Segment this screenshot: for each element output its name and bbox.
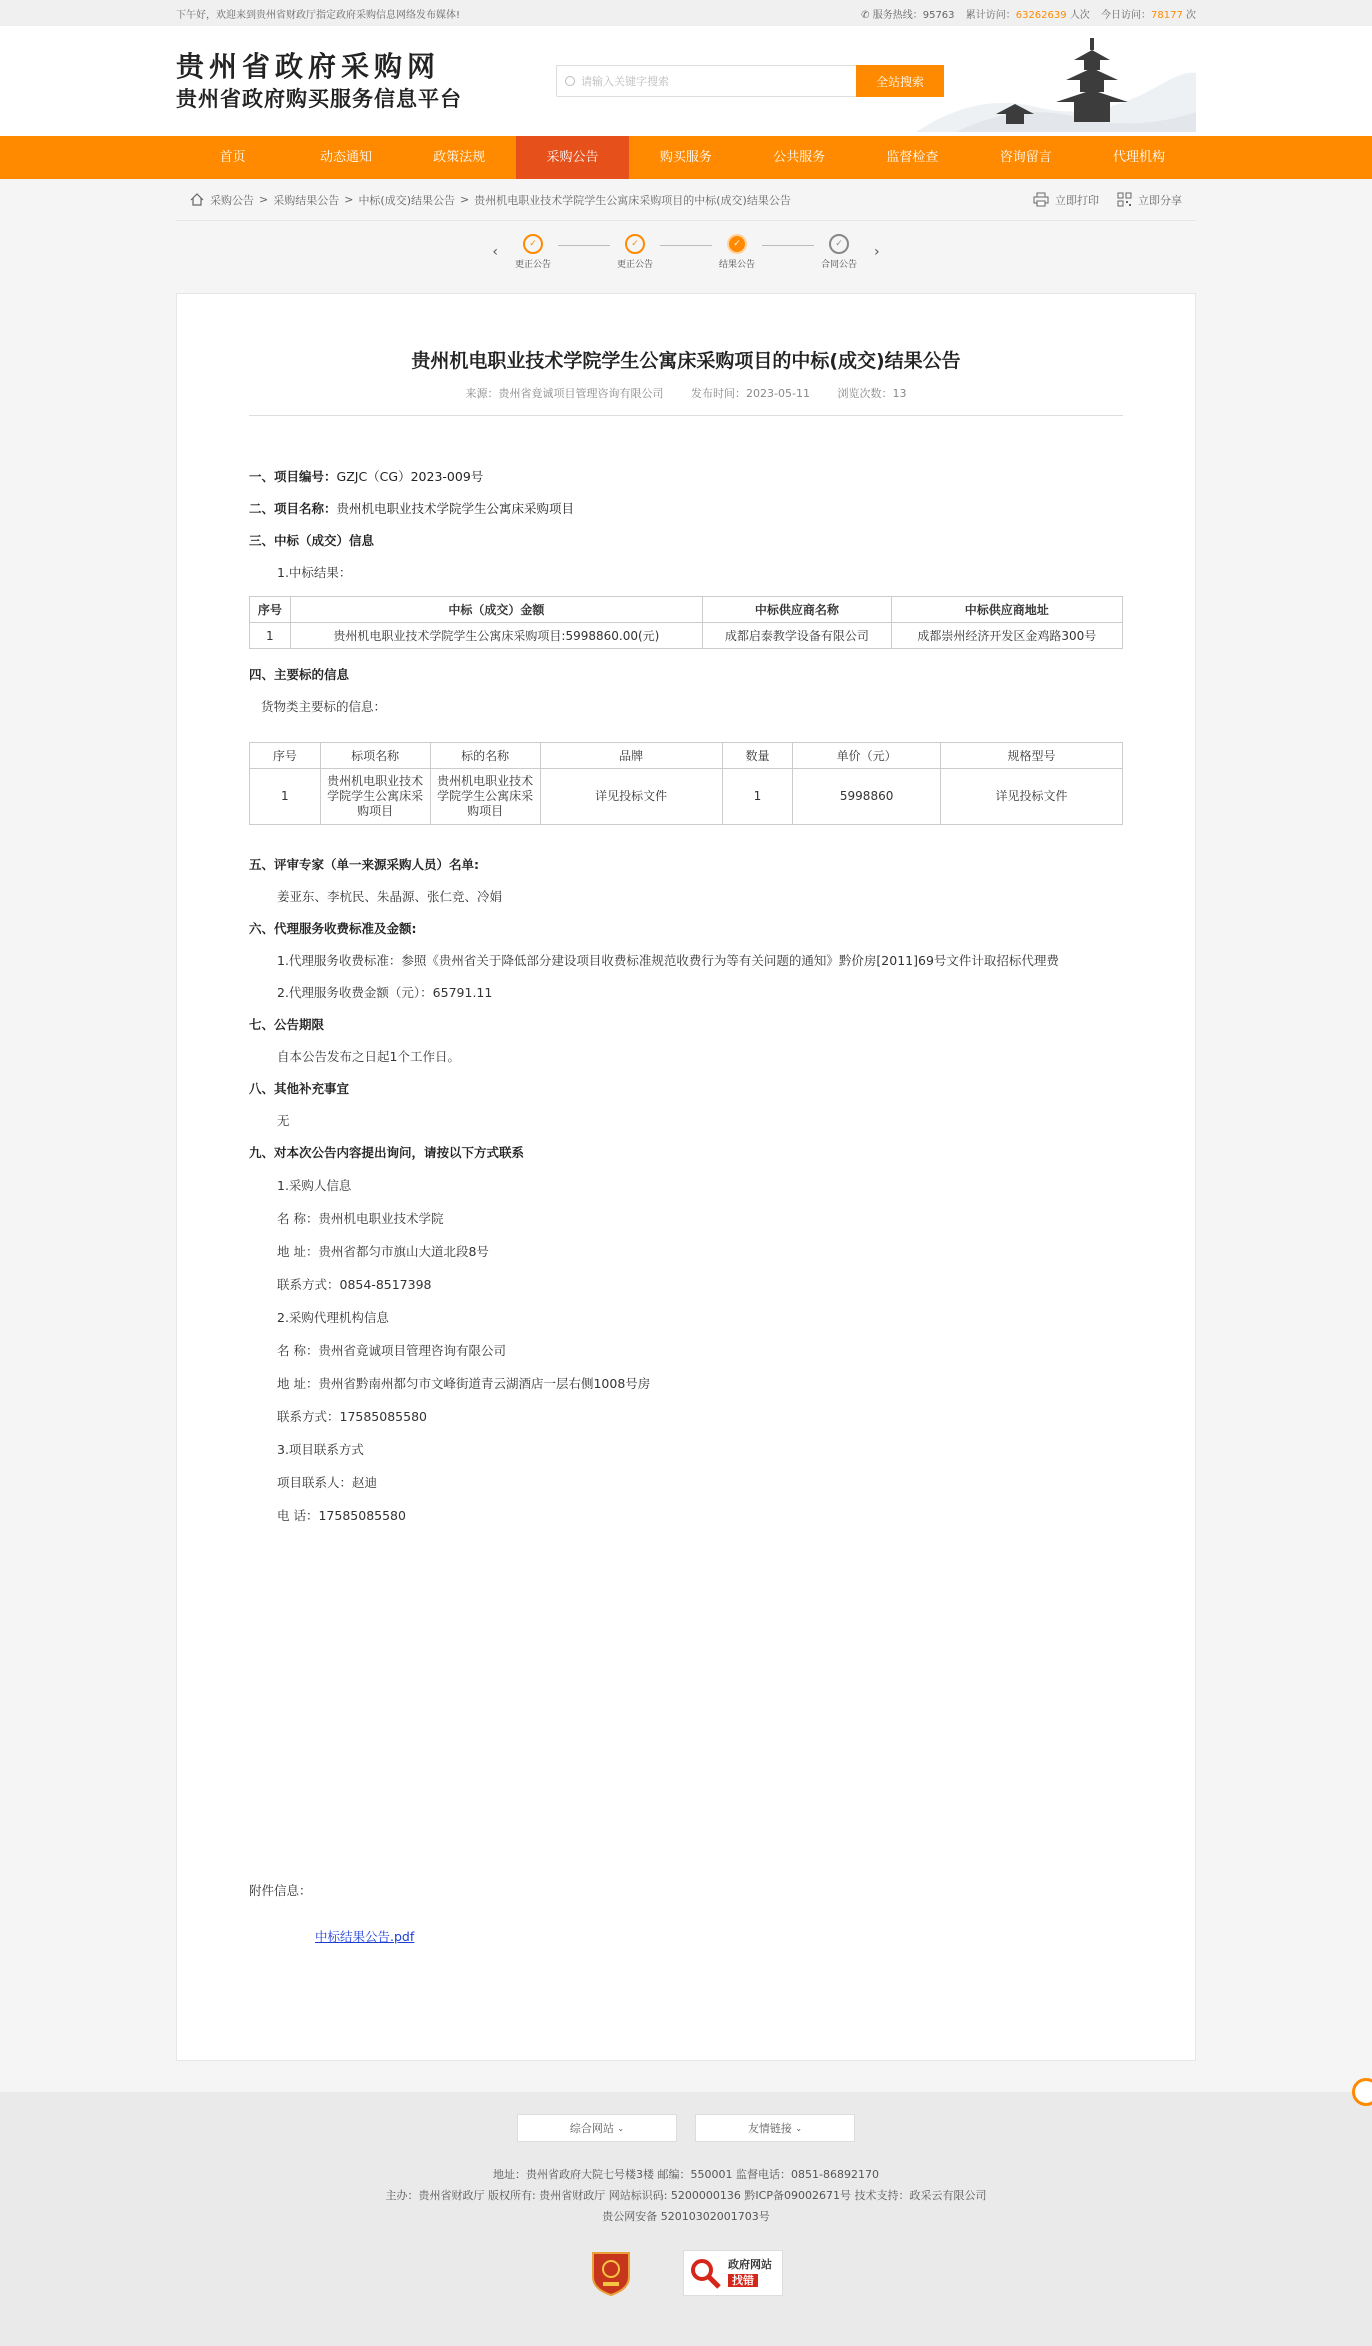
floating-service-icon[interactable] [1352, 2078, 1372, 2106]
contact-line: 2.采购代理机构信息 [277, 1310, 389, 1325]
table-cell: 成都崇州经济开发区金鸡路300号 [891, 623, 1122, 649]
footer-info [0, 2164, 1372, 2227]
article-meta [249, 385, 1123, 416]
contact-line: 地 址：贵州省黔南州都匀市文峰街道青云湖酒店一层右侧1008号房 [277, 1376, 651, 1391]
printer-icon [1033, 192, 1049, 207]
nav-item[interactable]: 首页 [219, 150, 246, 165]
table-cell: 贵州机电职业技术学院学生公寓床采购项目:5998860.00(元) [290, 623, 702, 649]
fee-amount: 2.代理服务收费金额（元）：65791.11 [277, 985, 493, 1000]
table-cell: 1 [250, 769, 321, 825]
table-header: 中标（成交）金额 [290, 597, 702, 623]
nav-item[interactable]: 政策法规 [433, 150, 486, 165]
table-header: 中标供应商名称 [703, 597, 891, 623]
visit-stats [853, 6, 1196, 21]
contact-line: 1.采购人信息 [277, 1178, 352, 1193]
breadcrumb-item-4: 贵州机电职业技术学院学生公寓床采购项目的中标(成交)结果公告 [474, 193, 791, 207]
contact-line: 地 址：贵州省都匀市旗山大道北段8号 [277, 1244, 489, 1259]
step-2[interactable]: ✓ 更正公告 [610, 234, 660, 270]
site-subtitle: 贵州省政府购买服务信息平台 [176, 87, 462, 111]
check-icon: ✓ [829, 234, 849, 254]
section-8: 八、其他补充事宜 [249, 1081, 350, 1096]
table-cell: 1 [250, 623, 291, 649]
total-visits: 累计访问：63262639 人次 [965, 9, 1090, 21]
breadcrumb: 采购公告 > 采购结果公告 > 中标(成交)结果公告 > 贵州机电职业技术学院学生公寓床采购项目的中标(成交)结果公告 [190, 192, 791, 208]
chevron-down-icon: ⌄ [617, 2123, 625, 2133]
section-3: 三、中标（成交）信息 [249, 533, 375, 548]
table-header: 中标供应商地址 [891, 597, 1122, 623]
table-header: 数量 [722, 743, 793, 769]
article-views: 浏览次数：13 [837, 387, 907, 400]
breadcrumb-item-3[interactable]: 中标(成交)结果公告 [358, 193, 456, 207]
breadcrumb-item-2[interactable]: 采购结果公告 [273, 193, 340, 207]
table-header: 规格型号 [941, 743, 1123, 769]
footer-sponsor: 主办：贵州省财政厅 版权所有: 贵州省财政厅 网站标识码: 5200000136 黔ICP备09002671号 技术支持：政采云有限公司 [385, 2189, 987, 2202]
table-header: 品牌 [540, 743, 722, 769]
other-matters: 无 [277, 1113, 290, 1128]
header [0, 26, 1372, 136]
today-visits: 今日访问：78177 次 [1101, 9, 1196, 21]
section-1: 一、项目编号：GZJC（CG）2023-009号 [249, 469, 484, 484]
check-icon: ✓ [523, 234, 543, 254]
pagoda-illustration-icon [916, 32, 1196, 132]
gov-site-error-report[interactable]: 政府网站 找错 [683, 2250, 783, 2296]
notice-timeline [176, 221, 1196, 283]
site-title: 贵州省政府采购网 [176, 50, 441, 83]
section-4: 四、主要标的信息 [249, 667, 350, 682]
print-button[interactable]: 立即打印 [1033, 192, 1099, 208]
search-icon [565, 76, 575, 86]
fee-standard: 1.代理服务收费标准：参照《贵州省关于降低部分建设项目收费标准规范收费行为等有关问题的通知》黔价房[2011]69号文件计取招标代理费 [277, 953, 1059, 968]
section-5: 五、评审专家（单一来源采购人员）名单: [249, 857, 479, 872]
contact-line: 联系方式：0854-8517398 [277, 1277, 432, 1292]
table-header: 单价（元） [793, 743, 941, 769]
table-header: 序号 [250, 743, 321, 769]
nav-item[interactable]: 购买服务 [659, 150, 712, 165]
main-nav [0, 136, 1372, 179]
friendly-links-select[interactable]: 友情链接 ⌄ [695, 2114, 855, 2142]
step-connector [660, 245, 712, 246]
section-4-sub: 货物类主要标的信息： [261, 699, 387, 714]
attachments-label: 附件信息： [249, 1883, 312, 1898]
footer-police-record[interactable]: 贵公网安备 52010302001703号 [602, 2210, 770, 2223]
section-9: 九、对本次公告内容提出询问，请按以下方式联系 [249, 1145, 525, 1160]
footer-address: 地址：贵州省政府大院七号楼3楼 邮编：550001 监督电话：0851-86892170 [493, 2168, 879, 2181]
chevron-down-icon: ⌄ [795, 2123, 803, 2133]
welcome-text: 下午好，欢迎来到贵州省财政厅指定政府采购信息网络发布媒体! [176, 9, 461, 21]
comprehensive-sites-select[interactable]: 综合网站 ⌄ [517, 2114, 677, 2142]
step-3[interactable]: ✓ 结果公告 [712, 234, 762, 270]
qrcode-icon [1117, 192, 1132, 207]
table-cell: 贵州机电职业技术学院学生公寓床采购项目 [430, 769, 540, 825]
notice-period: 自本公告发布之日起1个工作日。 [277, 1049, 460, 1064]
search-bar [556, 65, 944, 97]
attachments [249, 1881, 414, 1945]
home-icon[interactable] [190, 193, 204, 206]
article-source: 来源：贵州省竟诚项目管理咨询有限公司 [465, 387, 664, 400]
section-2: 二、项目名称：贵州机电职业技术学院学生公寓床采购项目 [249, 501, 575, 516]
step-4[interactable]: ✓ 合同公告 [814, 234, 864, 270]
site-logo[interactable] [176, 49, 556, 113]
article-content [249, 416, 1123, 1525]
table-cell: 贵州机电职业技术学院学生公寓床采购项目 [320, 769, 430, 825]
table-cell: 成都启泰教学设备有限公司 [703, 623, 891, 649]
article-date: 发布时间：2023-05-11 [691, 387, 810, 400]
nav-item[interactable]: 代理机构 [1113, 150, 1166, 165]
contact-line: 联系方式：17585085580 [277, 1409, 427, 1424]
experts-list: 姜亚东、李杭民、朱晶源、张仁竞、冷娟 [277, 889, 503, 904]
section-7: 七、公告期限 [249, 1017, 325, 1032]
contact-line: 项目联系人：赵迪 [277, 1475, 378, 1490]
contact-line: 3.项目联系方式 [277, 1442, 364, 1457]
table-cell: 详见投标文件 [941, 769, 1123, 825]
top-bar [0, 0, 1372, 26]
hotline: ✆ 服务热线：95763 [861, 9, 955, 21]
table-header: 标的名称 [430, 743, 540, 769]
nav-item[interactable]: 咨询留言 [999, 150, 1052, 165]
article-title: 贵州机电职业技术学院学生公寓床采购项目的中标(成交)结果公告 [411, 350, 961, 372]
nav-item[interactable]: 采购公告 [516, 136, 629, 179]
items-table [249, 742, 1123, 825]
step-1[interactable]: ✓ 更正公告 [508, 234, 558, 270]
section-3-sub: 1.中标结果： [277, 565, 352, 580]
table-cell: 1 [722, 769, 793, 825]
breadcrumb-row [176, 179, 1196, 221]
breadcrumb-item-1[interactable]: 采购公告 [210, 193, 254, 207]
step-connector [558, 245, 610, 246]
search-button[interactable]: 全站搜索 [856, 65, 944, 97]
contact-line: 名 称：贵州机电职业技术学院 [277, 1211, 444, 1226]
table-row [250, 769, 1123, 825]
table-cell: 详见投标文件 [540, 769, 722, 825]
footer [0, 2092, 1372, 2346]
attachment-link[interactable]: 中标结果公告.pdf [315, 1929, 415, 1944]
chevron-right-icon[interactable]: › [874, 244, 880, 260]
section-6: 六、代理服务收费标准及金额: [249, 921, 417, 936]
party-emblem-icon[interactable] [589, 2249, 633, 2297]
article-card [176, 293, 1196, 2061]
share-button[interactable]: 立即分享 [1117, 192, 1182, 208]
check-icon: ✓ [727, 234, 747, 254]
search-input[interactable]: 请输入关键字搜索 [556, 65, 856, 97]
contact-line: 电 话：17585085580 [277, 1508, 406, 1523]
table-header: 标项名称 [320, 743, 430, 769]
contact-line: 名 称：贵州省竟诚项目管理咨询有限公司 [277, 1343, 506, 1358]
step-connector [762, 245, 814, 246]
nav-item[interactable]: 动态通知 [319, 150, 372, 165]
check-icon: ✓ [625, 234, 645, 254]
nav-item[interactable]: 监督检查 [886, 150, 939, 165]
table-row [250, 623, 1123, 649]
chevron-left-icon[interactable]: ‹ [492, 244, 498, 260]
table-cell: 5998860 [793, 769, 941, 825]
table-header: 序号 [250, 597, 291, 623]
magnifier-icon [688, 2256, 722, 2290]
nav-item[interactable]: 公共服务 [773, 150, 826, 165]
award-table [249, 596, 1123, 649]
phone-icon: ✆ [861, 9, 870, 21]
